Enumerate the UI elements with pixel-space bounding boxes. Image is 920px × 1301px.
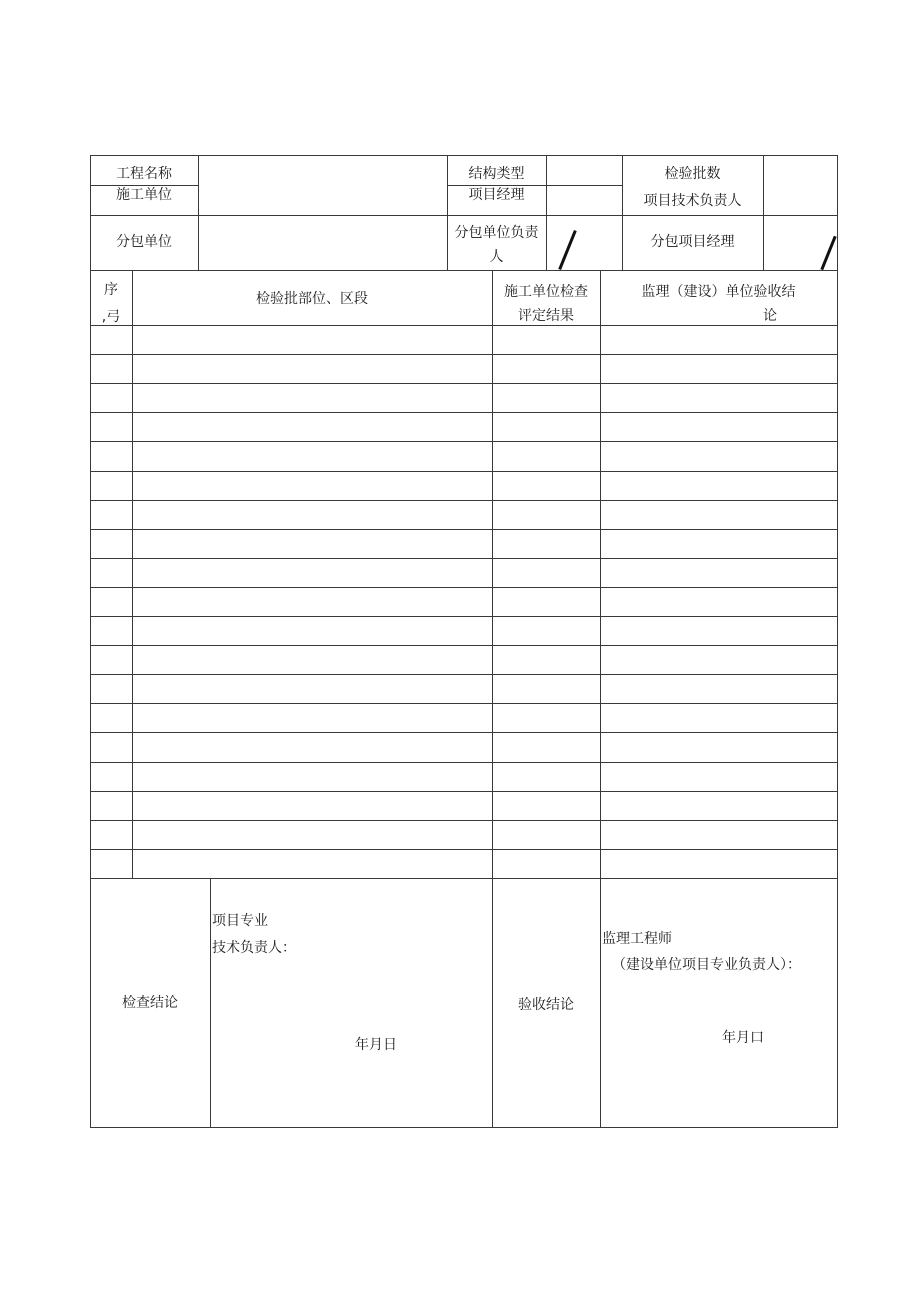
table-header-bottom-line	[90, 325, 838, 326]
na-slash-mark	[820, 236, 836, 271]
col-location-header: 检验批部位、区段	[256, 291, 368, 307]
construction-unit-label: 施工单位	[116, 187, 172, 203]
supervisor-sign-line2: （建设单位项目专业负责人）：	[612, 957, 801, 973]
check-conclusion-label: 检查结论	[122, 995, 178, 1011]
table-vline-location	[492, 270, 493, 878]
table-row	[90, 558, 838, 559]
subcontract-leader-label-line2: 人	[489, 249, 504, 265]
batch-count-label: 检验批数	[664, 166, 721, 182]
subcontract-unit-label: 分包单位	[116, 234, 172, 250]
accept-date: 年月口	[722, 1030, 764, 1046]
col-conclusion-line2: 论	[763, 308, 777, 324]
footer-vline-1	[210, 878, 211, 1128]
col-seq-line2: ,弓	[101, 309, 121, 325]
project-name-label: 工程名称	[116, 166, 172, 182]
col-result-line1: 施工单位检查	[504, 284, 588, 300]
table-row	[90, 529, 838, 530]
subcontract-leader-label-line1: 分包单位负责	[454, 225, 539, 241]
table-row	[90, 441, 838, 442]
col-result-line2: 评定结果	[518, 308, 574, 324]
table-row	[90, 791, 838, 792]
footer-top-line	[90, 878, 838, 879]
table-row	[90, 732, 838, 733]
header-vline-1	[198, 155, 199, 270]
col-conclusion-line1: 监理（建设）单位验收结	[641, 284, 796, 300]
table-row	[90, 703, 838, 704]
table-row	[90, 849, 838, 850]
table-row	[90, 674, 838, 675]
border-left	[90, 155, 91, 1128]
table-row	[90, 383, 838, 384]
tech-leader-label: 项目技术负责人	[643, 193, 742, 209]
na-slash-mark	[558, 230, 577, 270]
subcontract-manager-label: 分包项目经理	[650, 234, 735, 250]
header-line-2	[90, 215, 838, 216]
header-vline-5	[763, 155, 764, 270]
header-vline-3	[546, 155, 547, 270]
header-line-3	[90, 270, 838, 271]
table-vline-result	[600, 270, 601, 878]
table-row	[90, 587, 838, 588]
footer-vline-3	[600, 878, 601, 1128]
table-row	[90, 412, 838, 413]
accept-conclusion-label: 验收结论	[518, 997, 574, 1013]
structure-type-label: 结构类型	[468, 166, 525, 182]
tech-leader-sign-line1: 项目专业	[212, 913, 268, 929]
check-date: 年月日	[355, 1037, 397, 1053]
table-row	[90, 820, 838, 821]
table-row	[90, 762, 838, 763]
border-bottom	[90, 1127, 838, 1128]
inspection-batch-form	[90, 155, 838, 1128]
table-row	[90, 500, 838, 501]
border-top	[90, 155, 838, 156]
table-row	[90, 645, 838, 646]
table-row	[90, 354, 838, 355]
table-row	[90, 471, 838, 472]
supervisor-sign-line1: 监理工程师	[602, 931, 672, 947]
col-seq-line1: 序	[104, 282, 118, 298]
tech-leader-sign-line2: 技术负责人：	[212, 940, 296, 956]
project-manager-label: 项目经理	[468, 187, 525, 203]
table-vline-seq	[132, 270, 133, 878]
border-right	[837, 155, 838, 1128]
table-row	[90, 616, 838, 617]
